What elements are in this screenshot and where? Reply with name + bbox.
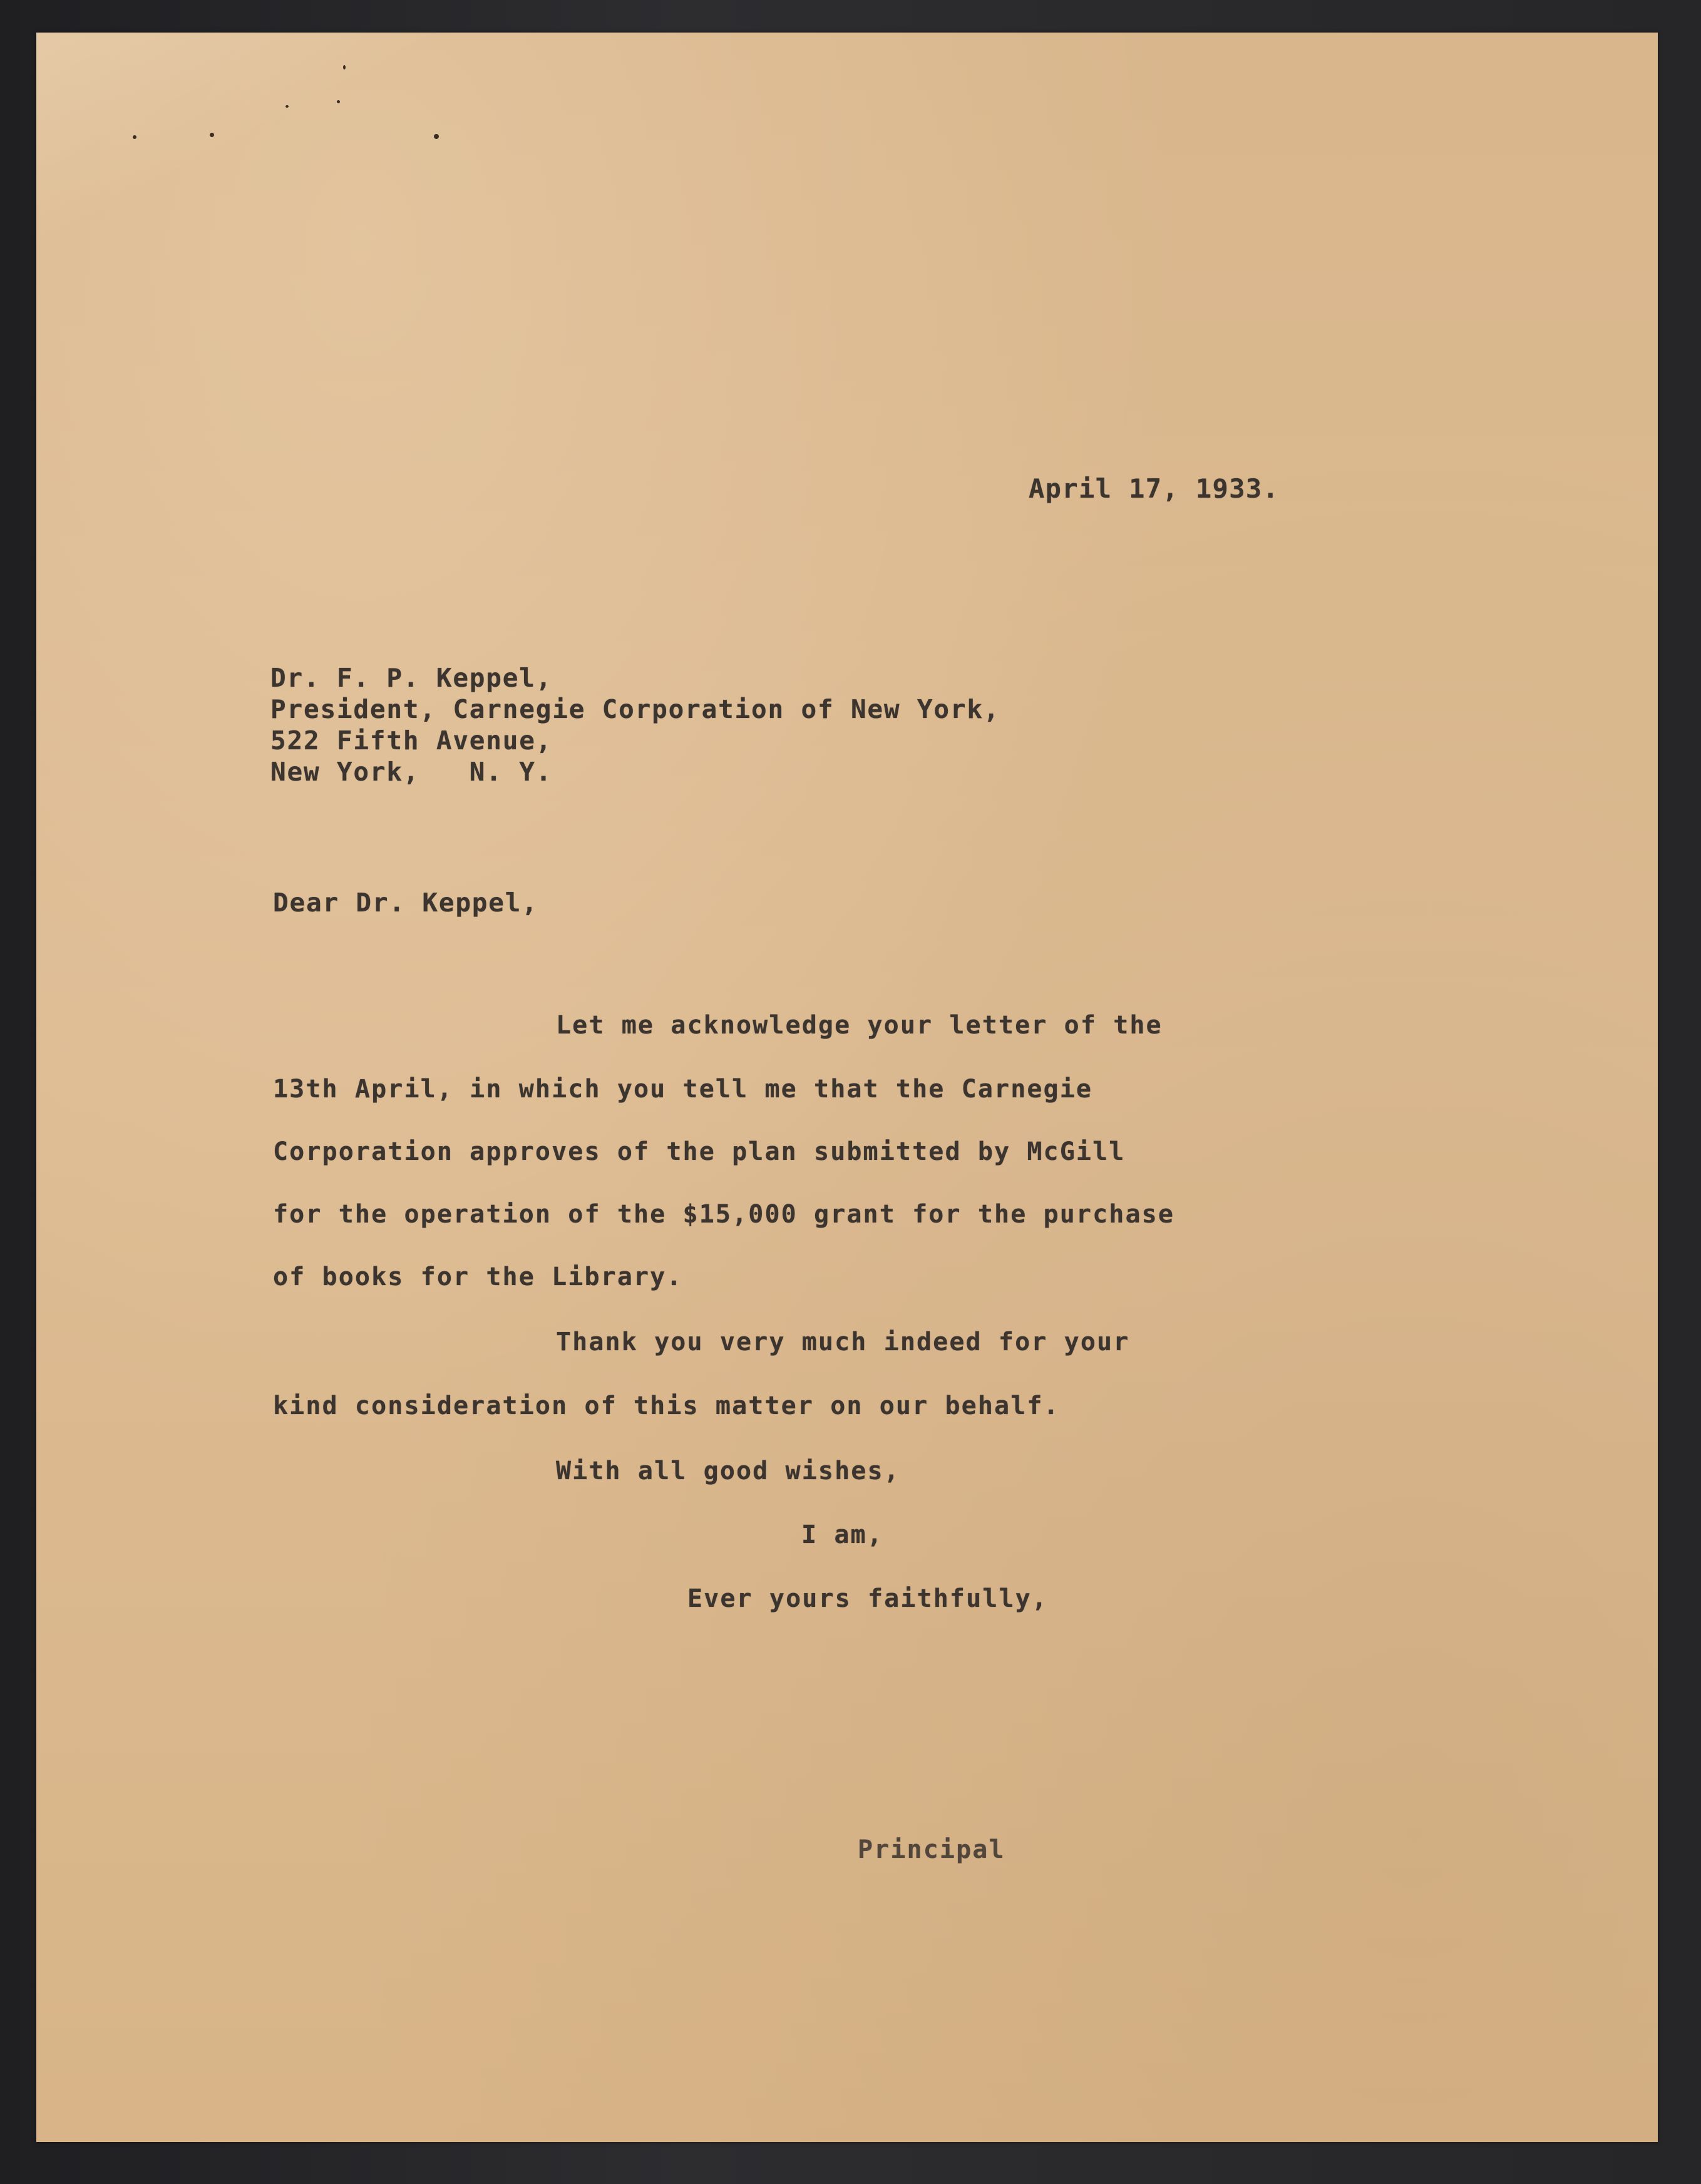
paper-speck: [337, 100, 340, 103]
paper-speck: [434, 134, 439, 139]
paper-speck: [210, 133, 214, 137]
address-line: New York, N. Y.: [270, 757, 553, 787]
body-line: Let me acknowledge your letter of the: [556, 1011, 1163, 1040]
body-line: of books for the Library.: [273, 1263, 683, 1291]
body-line: 13th April, in which you tell me that the Carnegie: [273, 1075, 1093, 1104]
i-am-line: I am,: [801, 1520, 883, 1549]
complimentary-close: Ever yours faithfully,: [687, 1584, 1049, 1613]
address-line: President, Carnegie Corporation of New York,: [270, 694, 1000, 724]
letter-date: April 17, 1933.: [1029, 473, 1280, 504]
address-line: Dr. F. P. Keppel,: [270, 663, 553, 693]
paper-speck: [285, 105, 289, 108]
paper-speck: [343, 65, 346, 69]
body-line: for the operation of the $15,000 grant for the purchase: [273, 1200, 1175, 1229]
body-line: Thank you very much indeed for your: [556, 1328, 1130, 1356]
paper-speck: [133, 135, 136, 139]
good-wishes-line: With all good wishes,: [556, 1457, 900, 1485]
salutation: Dear Dr. Keppel,: [273, 888, 538, 918]
address-line: 522 Fifth Avenue,: [270, 725, 553, 756]
body-line: kind consideration of this matter on our behalf.: [273, 1392, 1060, 1420]
signature-title: Principal: [858, 1835, 1005, 1864]
body-line: Corporation approves of the plan submitted by McGill: [273, 1137, 1126, 1166]
